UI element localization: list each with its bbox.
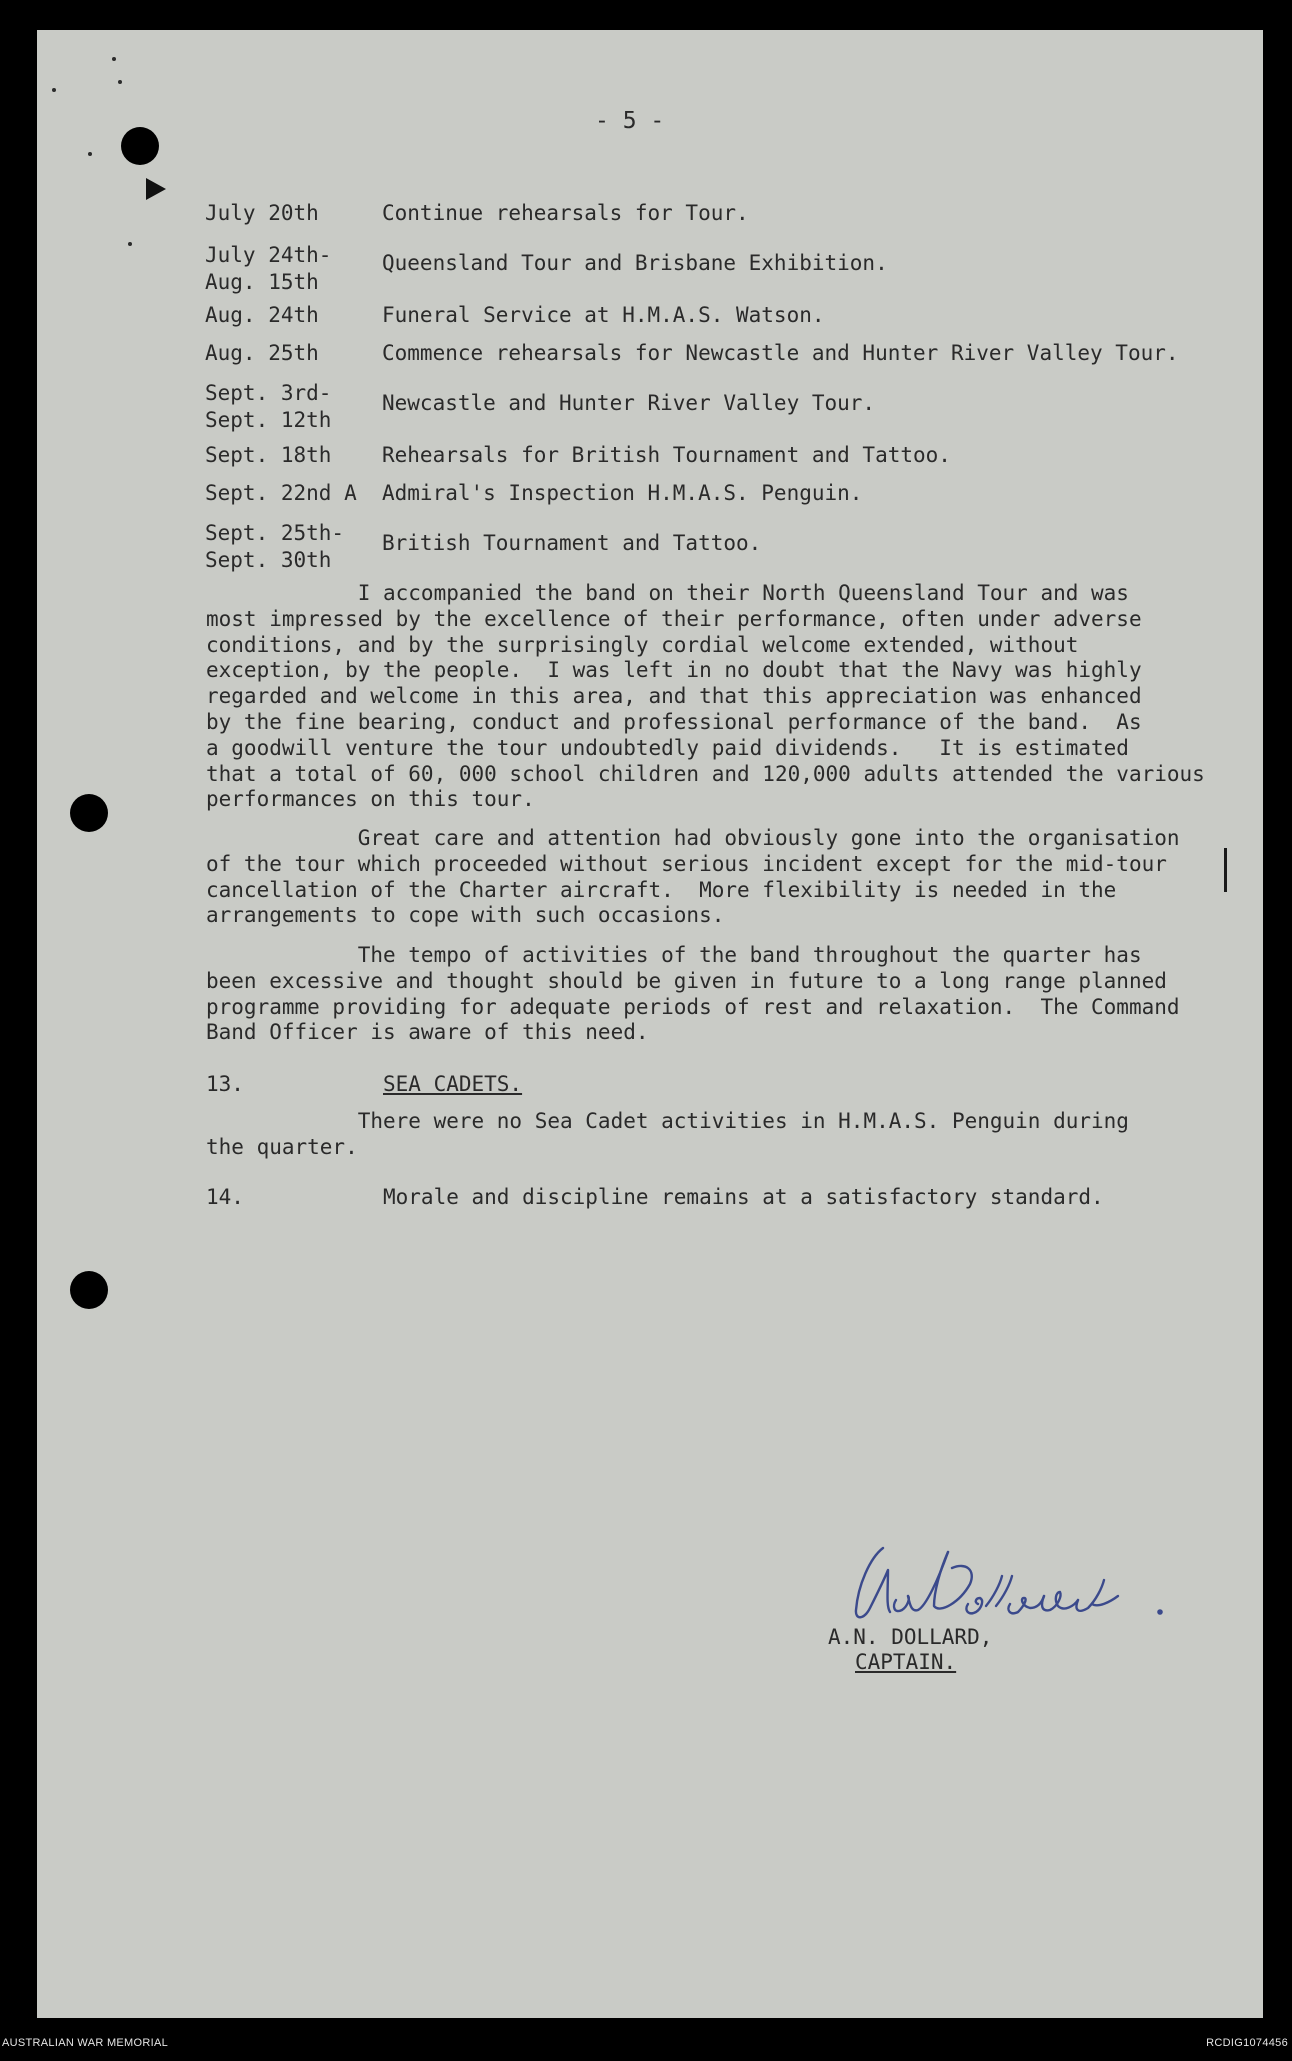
schedule-event: Commence rehearsals for Newcastle and Hunter River Valley Tour. bbox=[382, 341, 1179, 365]
schedule-date: Aug. 25th bbox=[205, 341, 319, 365]
schedule-date: July 24th- Aug. 15th bbox=[205, 243, 332, 294]
signatory-rank: CAPTAIN. bbox=[855, 1650, 957, 1674]
schedule-event: Queensland Tour and Brisbane Exhibition. bbox=[382, 251, 888, 275]
schedule-event: British Tournament and Tattoo. bbox=[382, 531, 762, 555]
sea-cadets-paragraph: There were no Sea Cadet activities in H.M.A.S. Penguin during the quarter. bbox=[206, 1109, 1129, 1159]
schedule-event: Admiral's Inspection H.M.A.S. Penguin. bbox=[382, 481, 863, 505]
section-number: 14. bbox=[206, 1185, 244, 1209]
schedule-event: Funeral Service at H.M.A.S. Watson. bbox=[382, 303, 825, 327]
punch-hole-lower bbox=[70, 1271, 108, 1309]
morale-statement: Morale and discipline remains at a satisfactory standard. bbox=[383, 1185, 1104, 1209]
schedule-date: Sept. 18th bbox=[205, 443, 332, 467]
schedule-date: Sept. 25th- Sept. 30th bbox=[205, 521, 345, 572]
footer-right-label: RCDIG1074456 bbox=[1206, 2037, 1288, 2049]
band-tour-paragraph: I accompanied the band on their North Queensland Tour and was most impressed by the excellence of their performance, often under adverse conditions, and by the surprisingly cordial welcome extended, without exception, by the people. I was left in no doubt that the Navy was highly regarded and welcome in this area, and that this appreciation was enhanced by the fine bearing, conduct and professional performance of the band. As a goodwill venture the tour undoubtedly paid dividends. It is estimated that a total of 60, 000 school children and 120,000 adults attended the various performances on this tour. bbox=[206, 581, 1205, 812]
schedule-event: Rehearsals for British Tournament and Tattoo. bbox=[382, 443, 951, 467]
schedule-event: Continue rehearsals for Tour. bbox=[382, 201, 749, 225]
paper-speck bbox=[128, 242, 132, 246]
punch-hole-top bbox=[121, 127, 159, 165]
margin-mark bbox=[1224, 848, 1227, 892]
schedule-date: Sept. 22nd A bbox=[205, 481, 357, 505]
paper-speck bbox=[88, 152, 92, 156]
paper-speck bbox=[118, 80, 122, 84]
page-number: - 5 - bbox=[595, 108, 665, 134]
punch-hole-middle bbox=[70, 794, 108, 832]
section-heading: SEA CADETS. bbox=[383, 1072, 523, 1096]
schedule-date: July 20th bbox=[205, 201, 319, 225]
schedule-date: Sept. 3rd- Sept. 12th bbox=[205, 381, 332, 432]
schedule-event: Newcastle and Hunter River Valley Tour. bbox=[382, 391, 876, 415]
section-number: 13. bbox=[206, 1072, 244, 1096]
schedule-date: Aug. 24th bbox=[205, 303, 319, 327]
tour-organisation-paragraph: Great care and attention had obviously gone into the organisation of the tour which proceeded without serious incident except for the mid-tour cancellation of the Charter aircraft. More flexibility is needed in the arrangements to cope with such occasions. bbox=[206, 826, 1180, 928]
band-tempo-paragraph: The tempo of activities of the band throughout the quarter has been excessive and thought should be given in future to a long range planned programme providing for adequate periods of rest and relaxation. The Command Band Officer is aware of this need. bbox=[206, 943, 1180, 1045]
footer-left-label: AUSTRALIAN WAR MEMORIAL bbox=[2, 2037, 169, 2049]
handwritten-signature bbox=[848, 1540, 1178, 1630]
signatory-name: A.N. DOLLARD, bbox=[828, 1625, 993, 1649]
paper-speck bbox=[112, 57, 116, 61]
punch-tear-mark bbox=[144, 176, 168, 202]
paper-speck bbox=[52, 88, 56, 92]
